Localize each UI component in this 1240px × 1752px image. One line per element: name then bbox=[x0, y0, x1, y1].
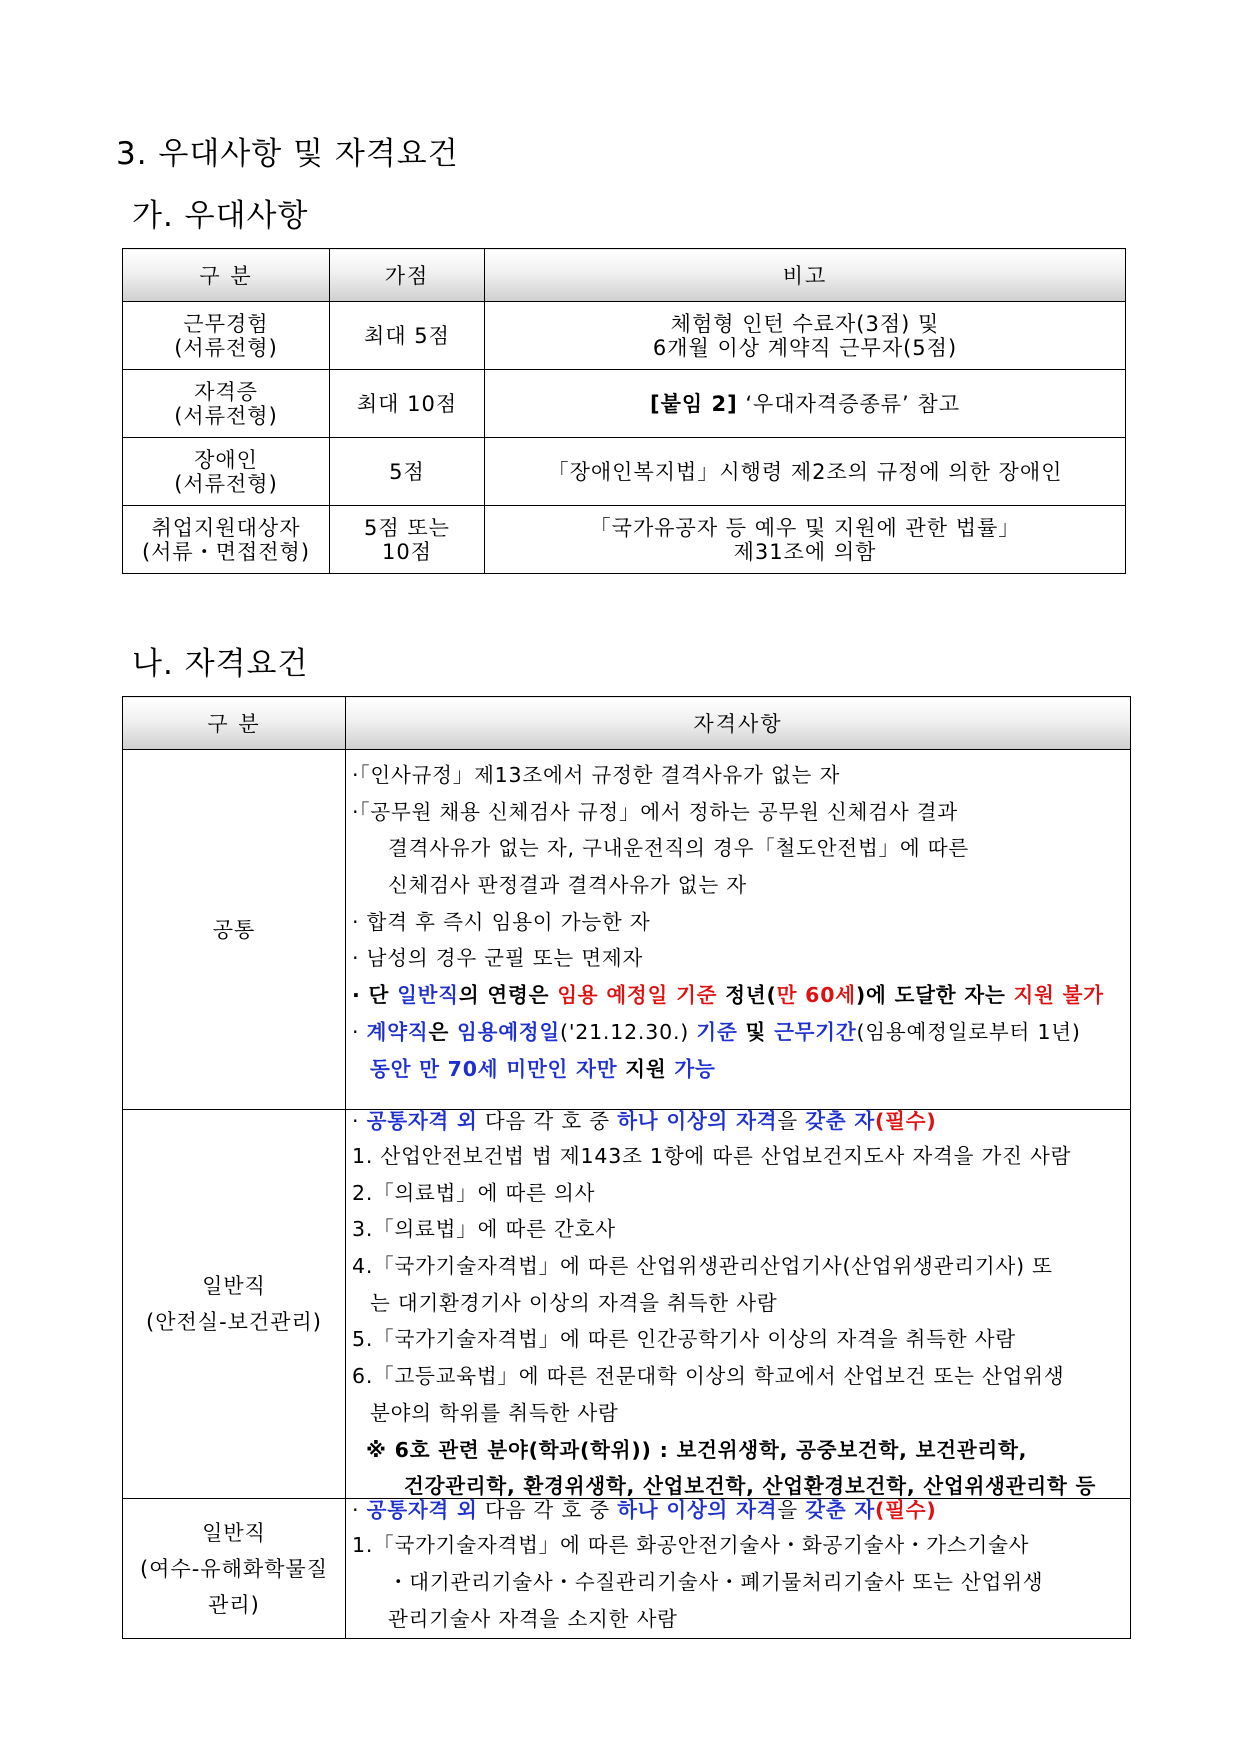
list-item: 1. 산업안전보건법 법 제143조 1항에 따른 산업보건지도사 자격을 가진 사람 bbox=[352, 1144, 1072, 1168]
category-cell: 근무경험 (서류전형) bbox=[123, 302, 330, 370]
intro-line: · 공통자격 외 다음 각 호 중 하나 이상의 자격을 갖춘 자(필수) bbox=[352, 1498, 937, 1523]
preference-table bbox=[122, 248, 1126, 574]
table-row-chem bbox=[123, 1499, 1131, 1639]
table-row bbox=[123, 370, 1126, 438]
qualification-cell bbox=[346, 1499, 1131, 1639]
list-item: 6.「고등교육법」에 따른 전문대학 이상의 학교에서 산업보건 또는 산업위생 bbox=[352, 1364, 1065, 1389]
qualification-table bbox=[122, 696, 1131, 1639]
category-cell: 공통 bbox=[123, 750, 346, 1110]
subheading-qualifications: 나. 자격요건 bbox=[132, 646, 309, 682]
category-cell: 취업지원대상자 (서류・면접전형) bbox=[123, 506, 330, 574]
list-item: · 남성의 경우 군필 또는 면제자 bbox=[352, 946, 644, 971]
section-heading: 3. 우대사항 및 자격요건 bbox=[116, 136, 459, 172]
table-row-common bbox=[123, 750, 1131, 1110]
list-item: ·「공무원 채용 신체검사 규정」에서 정하는 공무원 신체검사 결과 bbox=[352, 799, 958, 824]
table-header-row bbox=[123, 697, 1131, 750]
points-cell: 5점 또는 10점 bbox=[330, 506, 485, 574]
table-row bbox=[123, 506, 1126, 574]
header-qualification: 자격사항 bbox=[346, 697, 1131, 750]
header-points: 가점 bbox=[330, 249, 485, 302]
header-category: 구 분 bbox=[123, 697, 346, 750]
remark-cell: 「국가유공자 등 예우 및 지원에 관한 법률」 제31조에 의함 bbox=[485, 506, 1126, 574]
list-item: 관리기술사 자격을 소지한 사람 bbox=[388, 1606, 678, 1631]
remark-cell: 체험형 인턴 수료자(3점) 및 6개월 이상 계약직 근무자(5점) bbox=[485, 302, 1126, 370]
table-row-health bbox=[123, 1110, 1131, 1499]
remark-cell: 「장애인복지법」시행령 제2조의 규정에 의한 장애인 bbox=[485, 438, 1126, 506]
subheading-preferences: 가. 우대사항 bbox=[132, 198, 309, 234]
list-item: 5.「국가기술자격법」에 따른 인간공학기사 이상의 자격을 취득한 사람 bbox=[352, 1327, 1016, 1352]
points-cell: 5점 bbox=[330, 438, 485, 506]
list-item: 는 대기환경기사 이상의 자격을 취득한 사람 bbox=[370, 1290, 778, 1315]
note-line: 건강관리학, 환경위생학, 산업보건학, 산업환경보건학, 산업위생관리학 등 bbox=[404, 1474, 1097, 1499]
list-item: ·「인사규정」제13조에서 규정한 결격사유가 없는 자 bbox=[352, 763, 841, 787]
age-limit-line: · 단 일반직의 연령은 임용 예정일 기준 정년(만 60세)에 도달한 자는 지원 불가 bbox=[352, 983, 1104, 1008]
table-header-row bbox=[123, 249, 1126, 302]
header-category: 구 분 bbox=[123, 249, 330, 302]
header-remark: 비고 bbox=[485, 249, 1126, 302]
intro-line: · 공통자격 외 다음 각 호 중 하나 이상의 자격을 갖춘 자(필수) bbox=[352, 1109, 937, 1133]
list-item: 결격사유가 없는 자, 구내운전직의 경우「철도안전법」에 따른 bbox=[388, 836, 969, 861]
category-cell: 일반직 (여수-유해화학물질 관리) bbox=[123, 1499, 346, 1639]
list-item: 1.「국가기술자격법」에 따른 화공안전기술사・화공기술사・가스기술사 bbox=[352, 1533, 1030, 1558]
qualification-cell bbox=[346, 1110, 1131, 1499]
list-item: · 합격 후 즉시 임용이 가능한 자 bbox=[352, 909, 651, 934]
list-item: 신체검사 판정결과 결격사유가 없는 자 bbox=[388, 873, 747, 898]
list-item: 4.「국가기술자격법」에 따른 산업위생관리산업기사(산업위생관리기사) 또 bbox=[352, 1254, 1053, 1279]
contract-line: 동안 만 70세 미만인 자만 지원 가능 bbox=[370, 1056, 716, 1081]
category-cell: 일반직 (안전실-보건관리) bbox=[123, 1110, 346, 1499]
points-cell: 최대 10점 bbox=[330, 370, 485, 438]
category-cell: 자격증 (서류전형) bbox=[123, 370, 330, 438]
list-item: 분야의 학위를 취득한 사람 bbox=[370, 1400, 619, 1425]
list-item: 3.「의료법」에 따른 간호사 bbox=[352, 1217, 616, 1242]
qualification-cell bbox=[346, 750, 1131, 1110]
note-line: ※ 6호 관련 분야(학과(학위)) : 보건위생학, 공중보건학, 보건관리학, bbox=[366, 1437, 1028, 1462]
remark-cell: [붙임 2] ‘우대자격증종류’ 참고 bbox=[485, 370, 1126, 438]
list-item: 2.「의료법」에 따른 의사 bbox=[352, 1180, 596, 1205]
points-cell: 최대 5점 bbox=[330, 302, 485, 370]
category-cell: 장애인 (서류전형) bbox=[123, 438, 330, 506]
list-item: ・대기관리기술사・수질관리기술사・폐기물처리기술사 또는 산업위생 bbox=[388, 1569, 1044, 1594]
contract-line: · 계약직은 임용예정일('21.12.30.) 기준 및 근무기간(임용예정일로부터 1년) bbox=[352, 1019, 1081, 1044]
table-row bbox=[123, 438, 1126, 506]
table-row bbox=[123, 302, 1126, 370]
